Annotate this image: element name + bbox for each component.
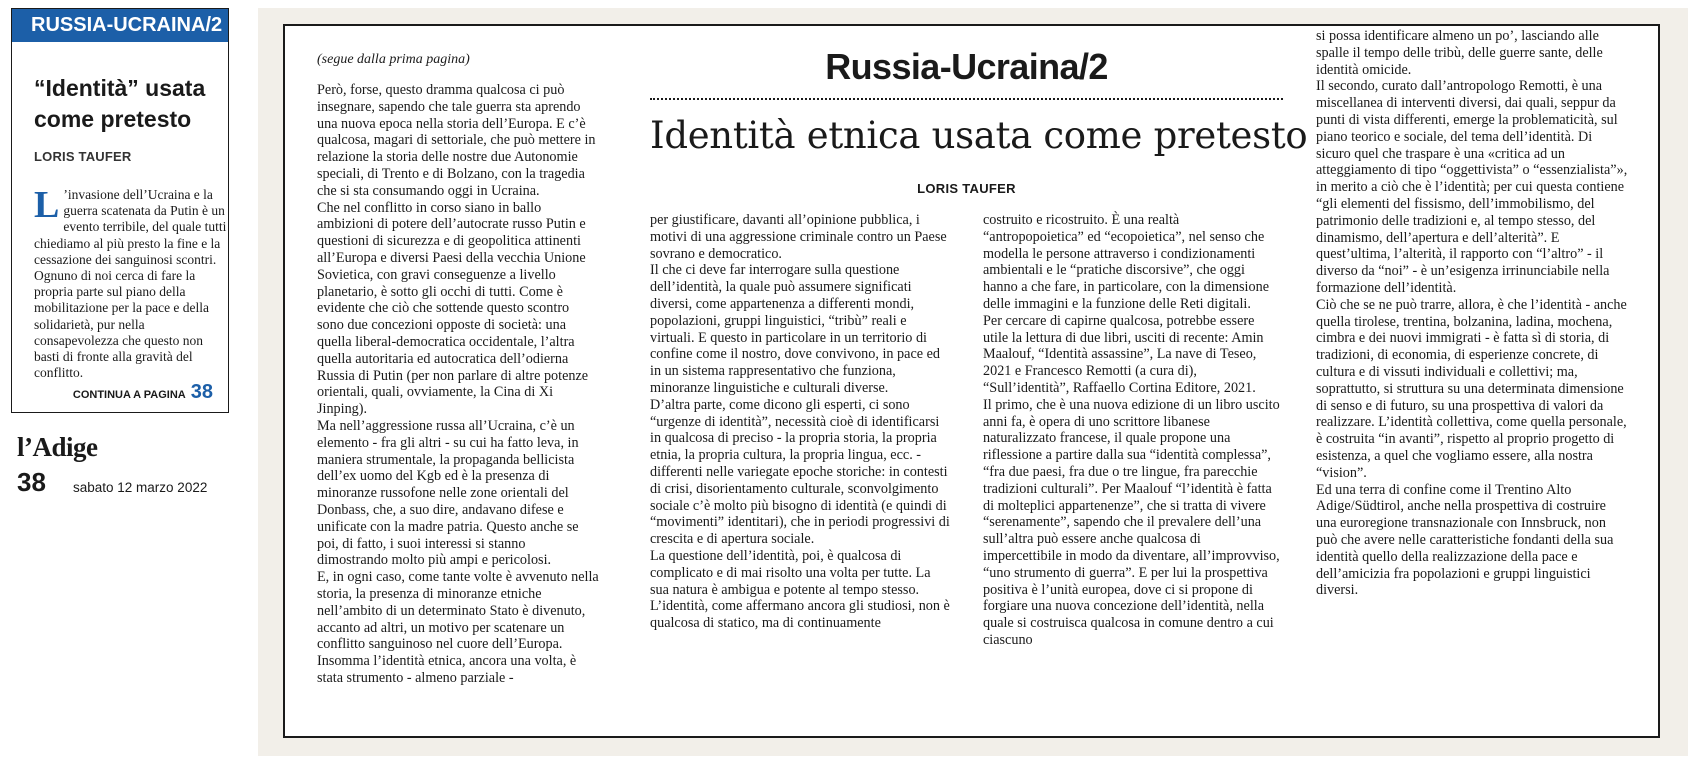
continue-label: CONTINUA A PAGINA [72,389,186,401]
teaser-dropcap: L [34,184,60,226]
teaser-body-text: ’invasione dell’Ucraina e la guerra scatenata da Putin è un evento terribile, del quale tutti chiediamo al più presto la fine e la cessazione dei sanguinosi scontri. Ognuno di noi cerca di fare la propria parte sul piano della mobilitazione per la pace e della solidarietà, pur nella consapevolezza che questo non basti di fronte alla gravità del conflitto. [34,187,227,381]
article-column-1 [317,82,599,687]
paragraph: D’altra parte, come dicono gli esperti, ci sono “urgenze di identità”, necessità cioè di identificarsi in qualcosa di preciso - la propria storia, la propria etnia, la propria cultura, la propria lingua, ecc. - differenti nelle variegate epoche storiche: in contesti di crisi, disorientamento culturale, sconvolgimento sociale c’è molto più bisogno di identità (e quindi di “movimenti” identitari), che in periodi progressivi di crescita e di apertura sociale. [650,396,950,548]
dotted-divider [650,98,1283,100]
paragraph: Insomma l’identità etnica, ancora una volta, è stata strumento - almeno parziale - [317,653,577,686]
paragraph: si possa identificare almeno un po’, lasciando alle spalle il tempo delle tribù, delle guerre sante, delle identità omicide. [1316,28,1603,78]
article [283,24,1660,738]
paragraph: Il primo, che è una nuova edizione di un libro uscito anni fa, è opera di uno scrittore libanese naturalizzato francese, il quale propone una riflessione a partire dalla sua “identità complessa”, “fra due paesi, fra due o tre lingue, fra parecchie tradizioni culturali”. Per Maalouf “l’identità è fatta di molteplici appartenenze”, che si tratta di vivere “serenamente”, sapendo che il prevalere dell’una sull’altra può essere anche qualcosa di impercettibile in modo da diventare, all’improvviso, “uno strumento di guerra”. E per lui la prospettiva positiva è l’unità europea, dove ci si propone di forgiare una nuova concezione dell’identità, nella quale si costruisca qualcosa in comune dentro a cui ciascuno [983,396,1280,648]
paragraph: per giustificare, davanti all’opinione pubblica, i motivi di una aggressione criminale contro un Paese sovrano e democratico. [650,212,947,262]
paragraph: Ma nell’aggressione russa all’Ucraina, c’è un elemento - fra gli altri - su cui ha fatto leva, in maniera strumentale, la propaganda bellicista dell’ex uomo del Kgb ed è la presenza di minoranze russofone nelle zone orientali del Donbass, che, a suo dire, andavano difese e unificate con la madre patria. Questo anche se poi, di fatto, i suoi interessi si stanno dimostrando molto più ampi e pericolosi. [317,417,579,569]
article-kicker: Russia-Ucraina/2 [825,46,1108,87]
continue-page-number: 38 [190,381,213,403]
article-column-4 [1316,28,1628,599]
paragraph: Il secondo, curato dall’antropologo Remotti, è una miscellanea di interventi diversi, dai quali, seppur da punti di vista differenti, emerge la problematicità, sul piano teorico e sociale, del tema dell’identità. Di sicuro quel che traspare è una «critica ad un atteggiamento di tipo “oggettivista” o “essenzialista”», in merito a ciò che è l’identità; per cui questa contiene “gli elementi del fissismo, dell’immobilismo, del patrimonio delle tradizioni e, al tempo stesso, del dinamismo, dell’apertura e dell’alterità”. E quest’ultima, l’alterità, il rapporto con “l’altro” - il diverso da “noi” - è un’esigenza irrinunciabile nella formazione dell’identità. [1316,78,1628,296]
article-column-2 [650,212,950,632]
teaser-box [11,8,229,413]
teaser-body [34,184,229,381]
teaser-title: “Identità” usata come pretesto [34,75,206,132]
newspaper-logo: l’Adige [17,432,98,462]
page-number: 38 [17,467,46,497]
teaser-author: LORIS TAUFER [34,149,132,164]
paragraph: Per cercare di capirne qualcosa, potrebbe essere utile la lettura di due libri, usciti di recente: Amin Maalouf, “Identità assassine”, La nave di Teseo, 2021 e Francesco Remotti (a cura di), “Sull’identità”, Raffaello Cortina Editore, 2021. [983,312,1264,396]
issue-date: sabato 12 marzo 2022 [73,480,208,495]
article-author: LORIS TAUFER [917,181,1016,196]
paragraph: E, in ogni caso, come tante volte è avvenuto nella storia, la presenza di minoranze etniche nell’ambito di un determinato Stato è divenuto, accanto ad altri, un motivo per scatenare un conflitto sanguinoso nel cuore dell’Europa. [317,569,599,653]
article-title: Identità etnica usata come pretesto [650,114,1308,157]
paragraph: La questione dell’identità, poi, è qualcosa di complicato e di mai risolto una volta per tutte. La sua natura è ambigua e potente al tempo stesso. L’identità, come affermano ancora gli studiosi, non è qualcosa di statico, ma di continuamente [650,547,950,632]
paragraph: costruito e ricostruito. È una realtà “antropopoietica” ed “ecopoietica”, nel senso che modella le persone attraverso i condizionamenti ambientali e le “pratiche discorsive”, che oggi hanno a che fare, in particolare, con la dimensione delle immagini e la funzione delle Reti digitali. [983,212,1269,312]
continue-link[interactable] [73,381,213,404]
article-column-3 [983,212,1283,649]
paragraph: Che nel conflitto in corso siano in ballo ambizioni di potere dell’autocrate russo Putin e questioni di sicurezza e di geopolitica attinenti all’Europa e diversi Paesi della vecchia Unione Sovietica, con gravi conseguenze a livello planetario, è sotto gli occhi di tutti. Come è evidente che ciò che sottende questo scontro sono due concezioni opposte di società: una quella liberal-democratica occidentale, l’altra quella autoritaria ed autocratica dell’odierna Russia di Putin (per non parlare di altre potenze orientali, quali, ovviamente, la Cina di Xi Jinping). [317,199,589,418]
paragraph: Ed una terra di confine come il Trentino Alto Adige/Südtirol, anche nella prospettiva di costruire una euroregione transnazionale con Innsbruck, non può che avere nelle caratteristiche fondanti della sua identità quello della realizzazione della pace e dell’amicizia fra popolazioni e gruppi linguistici diversi. [1316,481,1614,599]
paragraph: Il che ci deve far interrogare sulla questione dell’identità, la quale può assumere significati diversi, come appartenenza a differenti mondi, popolazioni, gruppi linguistici, “tribù” reali e virtuali. E questo in particolare in un territorio di confine come il nostro, dove convivono, in pace ed in un sistema rappresentativo che funziona, minoranze linguistiche e culturali diverse. [650,262,940,396]
segue-note: (segue dalla prima pagina) [317,52,470,67]
paragraph: Ciò che se ne può trarre, allora, è che l’identità - anche quella tirolese, trentina, bolzanina, ladina, mochena, cimbra e dei nuovi immigrati - è fatta sì di storia, di tradizioni, di economia, di esperienze concrete, di cultura e di vissuti individuali e collettivi; ma, soprattutto, si struttura su una determinata dimensione di senso e di futuro, su una prospettiva di valori da realizzare. L’identità collettiva, come quella personale, è costruita “in avanti”, rispetto al proprio progetto di esistenza, a quel che vogliamo essere, alla nostra “vision”. [1316,296,1627,481]
paragraph: Però, forse, questo dramma qualcosa ci può insegnare, sapendo che tale guerra sta aprendo una nuova epoca nella storia dell’Europa. E c’è qualcosa, magari di settoriale, che può mettere in relazione la storia delle nostre due Autonomie speciali, di Trento e di Bolzano, con la tragedia che si sta consumando oggi in Ucraina. [317,82,596,199]
teaser-kicker: RUSSIA-UCRAINA/2 [12,9,228,42]
